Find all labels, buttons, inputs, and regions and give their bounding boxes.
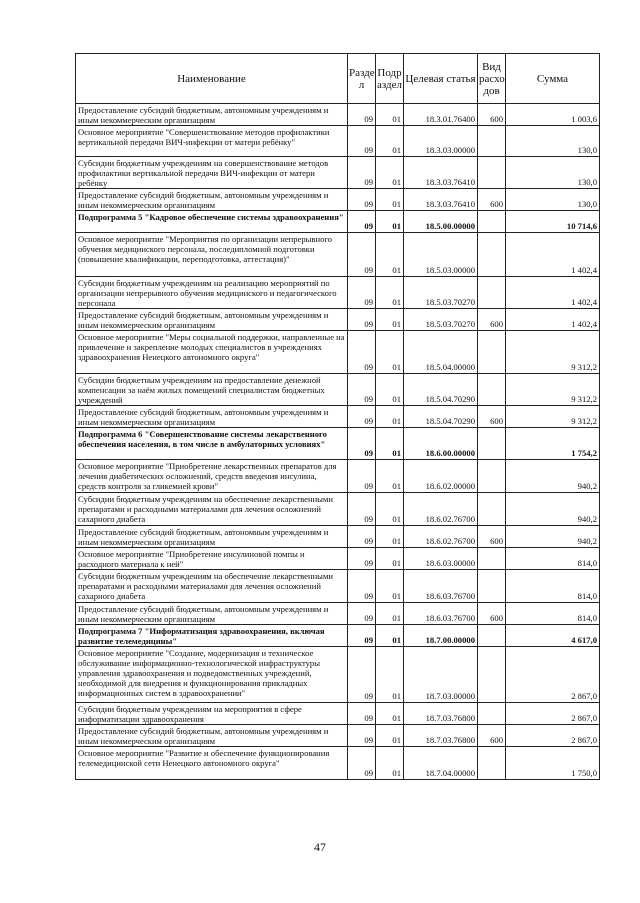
row-amount: 814,0 — [506, 570, 600, 603]
row-section: 09 — [348, 233, 376, 277]
row-name: Основное мероприятие "Приобретение инсулиновой помпы и расходного материала к ней" — [76, 548, 348, 570]
row-name: Субсидии бюджетным учреждениям на совершенствование методов профилактики вертикальной передачи ВИЧ-инфекции от матери ребёнку — [76, 157, 348, 189]
row-target-article: 18.6.03.76700 — [404, 603, 478, 625]
row-target-article: 18.5.00.00000 — [404, 211, 478, 233]
table-row — [76, 460, 600, 493]
row-expense-kind — [478, 570, 506, 603]
row-section: 09 — [348, 331, 376, 374]
header-subsection: Подр аздел — [376, 54, 404, 104]
row-subsection: 01 — [376, 104, 404, 126]
header-amount: Сумма — [506, 54, 600, 104]
table-body — [76, 104, 600, 780]
row-amount: 2 867,0 — [506, 647, 600, 703]
row-expense-kind — [478, 233, 506, 277]
row-expense-kind: 600 — [478, 309, 506, 331]
row-section: 09 — [348, 603, 376, 625]
row-section: 09 — [348, 548, 376, 570]
row-subsection: 01 — [376, 570, 404, 603]
row-target-article: 18.3.01.76400 — [404, 104, 478, 126]
row-name: Предоставление субсидий бюджетным, автономным учреждениям и иным некоммерческим организациям — [76, 309, 348, 331]
row-name: Субсидии бюджетным учреждениям на обеспечение лекарственными препаратами и расходными материалами для лечения осложнений сахарного диабета — [76, 493, 348, 526]
row-section: 09 — [348, 428, 376, 460]
table-row — [76, 157, 600, 189]
table-row — [76, 747, 600, 780]
row-expense-kind — [478, 493, 506, 526]
row-name: Основное мероприятие "Создание, модернизация и техническое обслуживание информационно-технологической инфраструктуры управления здравоохранения и подведомственных учреждений, необходимой для внедрения и функционирования прикладных информационных систем в здравоохранении" — [76, 647, 348, 703]
table-row — [76, 309, 600, 331]
budget-table-page — [75, 53, 599, 780]
row-subsection: 01 — [376, 211, 404, 233]
row-amount: 940,2 — [506, 493, 600, 526]
row-section: 09 — [348, 703, 376, 725]
row-target-article: 18.6.03.00000 — [404, 548, 478, 570]
table-row — [76, 277, 600, 309]
row-section: 09 — [348, 211, 376, 233]
row-amount: 1 003,6 — [506, 104, 600, 126]
budget-table — [75, 53, 600, 780]
row-amount: 1 402,4 — [506, 277, 600, 309]
row-expense-kind — [478, 374, 506, 406]
row-section: 09 — [348, 493, 376, 526]
table-header-row — [76, 54, 600, 104]
row-subsection: 01 — [376, 493, 404, 526]
row-target-article: 18.7.03.76800 — [404, 703, 478, 725]
table-row — [76, 189, 600, 211]
table-row — [76, 406, 600, 428]
row-section: 09 — [348, 747, 376, 780]
row-subsection: 01 — [376, 157, 404, 189]
row-target-article: 18.7.03.76800 — [404, 725, 478, 747]
row-expense-kind: 600 — [478, 725, 506, 747]
row-name: Основное мероприятие "Мероприятия по организации непрерывного обучения медицинского персонала, последипломной подготовки (повышение квалификации, переподготовка, аттестация)" — [76, 233, 348, 277]
row-subsection: 01 — [376, 460, 404, 493]
table-row — [76, 548, 600, 570]
row-name: Предоставление субсидий бюджетным, автономным учреждениям и иным некоммерческим организациям — [76, 526, 348, 548]
row-subsection: 01 — [376, 374, 404, 406]
row-target-article: 18.5.04.70290 — [404, 406, 478, 428]
table-row — [76, 570, 600, 603]
row-section: 09 — [348, 157, 376, 189]
row-amount: 10 714,6 — [506, 211, 600, 233]
row-section: 09 — [348, 570, 376, 603]
row-subsection: 01 — [376, 277, 404, 309]
row-expense-kind: 600 — [478, 104, 506, 126]
row-amount: 9 312,2 — [506, 374, 600, 406]
row-target-article: 18.3.03.76410 — [404, 157, 478, 189]
row-target-article: 18.5.03.00000 — [404, 233, 478, 277]
row-expense-kind — [478, 548, 506, 570]
row-expense-kind — [478, 157, 506, 189]
row-name: Основное мероприятие "Приобретение лекарственных препаратов для лечения диабетических осложнений, средств введения инсулина, средств контроля за гликемией крови" — [76, 460, 348, 493]
table-row — [76, 104, 600, 126]
row-name: Предоставление субсидий бюджетным, автономным учреждениям и иным некоммерческим организациям — [76, 725, 348, 747]
row-subsection: 01 — [376, 526, 404, 548]
row-target-article: 18.5.04.70290 — [404, 374, 478, 406]
row-name: Субсидии бюджетным учреждениям на мероприятия в сфере информатизации здравоохранения — [76, 703, 348, 725]
row-amount: 814,0 — [506, 548, 600, 570]
row-name: Субсидии бюджетным учреждениям на реализацию мероприятий по организации непрерывного обучения медицинского и педагогического персонала — [76, 277, 348, 309]
row-name: Предоставление субсидий бюджетным, автономным учреждениям и иным некоммерческим организациям — [76, 104, 348, 126]
row-target-article: 18.6.03.76700 — [404, 570, 478, 603]
row-target-article: 18.5.03.70270 — [404, 277, 478, 309]
header-name: Наименование — [76, 54, 348, 104]
row-name: Предоставление субсидий бюджетным, автономным учреждениям и иным некоммерческим организациям — [76, 406, 348, 428]
row-expense-kind: 600 — [478, 406, 506, 428]
row-name: Подпрограмма 6 "Совершенствование системы лекарственного обеспечения населения, в том числе в амбулаторных условиях" — [76, 428, 348, 460]
row-subsection: 01 — [376, 747, 404, 780]
row-subsection: 01 — [376, 725, 404, 747]
row-target-article: 18.3.03.00000 — [404, 126, 478, 157]
row-target-article: 18.5.03.70270 — [404, 309, 478, 331]
row-subsection: 01 — [376, 233, 404, 277]
row-section: 09 — [348, 625, 376, 647]
row-section: 09 — [348, 406, 376, 428]
row-amount: 1 402,4 — [506, 233, 600, 277]
row-section: 09 — [348, 126, 376, 157]
row-expense-kind — [478, 625, 506, 647]
row-subsection: 01 — [376, 647, 404, 703]
table-row — [76, 725, 600, 747]
row-expense-kind — [478, 460, 506, 493]
row-name: Подпрограмма 5 "Кадровое обеспечение системы здравоохранения" — [76, 211, 348, 233]
row-name: Основное мероприятие "Совершенствование методов профилактики вертикальной передачи ВИЧ-инфекции от матери ребёнку" — [76, 126, 348, 157]
table-row — [76, 493, 600, 526]
row-subsection: 01 — [376, 189, 404, 211]
row-amount: 1 754,2 — [506, 428, 600, 460]
table-row — [76, 126, 600, 157]
row-expense-kind — [478, 126, 506, 157]
row-amount: 940,2 — [506, 526, 600, 548]
row-expense-kind — [478, 331, 506, 374]
row-amount: 2 867,0 — [506, 725, 600, 747]
row-expense-kind — [478, 277, 506, 309]
table-row — [76, 603, 600, 625]
row-subsection: 01 — [376, 428, 404, 460]
row-subsection: 01 — [376, 603, 404, 625]
table-row — [76, 526, 600, 548]
table-row — [76, 625, 600, 647]
row-section: 09 — [348, 460, 376, 493]
row-amount: 1 402,4 — [506, 309, 600, 331]
page-number: 47 — [314, 840, 326, 854]
row-target-article: 18.6.02.76700 — [404, 493, 478, 526]
row-expense-kind — [478, 428, 506, 460]
row-name: Субсидии бюджетным учреждениям на обеспечение лекарственными препаратами и расходными материалами для лечения осложнений сахарного диабета — [76, 570, 348, 603]
table-row — [76, 428, 600, 460]
header-target-article: Целевая статья — [404, 54, 478, 104]
row-section: 09 — [348, 647, 376, 703]
table-row — [76, 211, 600, 233]
header-section: Разде л — [348, 54, 376, 104]
row-subsection: 01 — [376, 548, 404, 570]
row-amount: 2 867,0 — [506, 703, 600, 725]
row-subsection: 01 — [376, 309, 404, 331]
row-amount: 814,0 — [506, 603, 600, 625]
row-subsection: 01 — [376, 703, 404, 725]
row-name: Подпрограмма 7 "Информатизация здравоохранения, включая развитие телемедицины" — [76, 625, 348, 647]
row-target-article: 18.7.00.00000 — [404, 625, 478, 647]
row-amount: 1 750,0 — [506, 747, 600, 780]
row-name: Основное мероприятие "Развитие и обеспечение функционирования телемедицинской сети Ненецкого автономного округа" — [76, 747, 348, 780]
row-target-article: 18.7.04.00000 — [404, 747, 478, 780]
row-target-article: 18.5.04.00000 — [404, 331, 478, 374]
row-section: 09 — [348, 526, 376, 548]
header-expense-kind: Вид расхо дов — [478, 54, 506, 104]
row-expense-kind — [478, 211, 506, 233]
row-target-article: 18.6.00.00000 — [404, 428, 478, 460]
row-section: 09 — [348, 104, 376, 126]
table-row — [76, 647, 600, 703]
row-expense-kind: 600 — [478, 603, 506, 625]
row-name: Субсидии бюджетным учреждениям на предоставление денежной компенсации за наём жилых помещений специалистам бюджетных учреждений — [76, 374, 348, 406]
row-subsection: 01 — [376, 625, 404, 647]
row-section: 09 — [348, 725, 376, 747]
row-expense-kind — [478, 647, 506, 703]
row-name: Основное мероприятие "Меры социальной поддержки, направленные на привлечение и закрепление молодых специалистов в учреждениях здравоохранения Ненецкого автономного округа" — [76, 331, 348, 374]
row-subsection: 01 — [376, 406, 404, 428]
row-expense-kind — [478, 747, 506, 780]
row-target-article: 18.6.02.76700 — [404, 526, 478, 548]
row-amount: 130,0 — [506, 189, 600, 211]
row-target-article: 18.6.02.00000 — [404, 460, 478, 493]
row-expense-kind: 600 — [478, 189, 506, 211]
row-amount: 9 312,2 — [506, 331, 600, 374]
row-name: Предоставление субсидий бюджетным, автономным учреждениям и иным некоммерческим организациям — [76, 189, 348, 211]
table-row — [76, 331, 600, 374]
row-section: 09 — [348, 374, 376, 406]
table-row — [76, 374, 600, 406]
row-section: 09 — [348, 189, 376, 211]
row-target-article: 18.7.03.00000 — [404, 647, 478, 703]
row-amount: 9 312,2 — [506, 406, 600, 428]
row-section: 09 — [348, 309, 376, 331]
table-row — [76, 703, 600, 725]
row-subsection: 01 — [376, 331, 404, 374]
row-expense-kind — [478, 703, 506, 725]
row-section: 09 — [348, 277, 376, 309]
table-row — [76, 233, 600, 277]
row-target-article: 18.3.03.76410 — [404, 189, 478, 211]
row-amount: 4 617,0 — [506, 625, 600, 647]
row-expense-kind: 600 — [478, 526, 506, 548]
row-name: Предоставление субсидий бюджетным, автономным учреждениям и иным некоммерческим организациям — [76, 603, 348, 625]
row-amount: 130,0 — [506, 126, 600, 157]
row-amount: 940,2 — [506, 460, 600, 493]
row-subsection: 01 — [376, 126, 404, 157]
row-amount: 130,0 — [506, 157, 600, 189]
